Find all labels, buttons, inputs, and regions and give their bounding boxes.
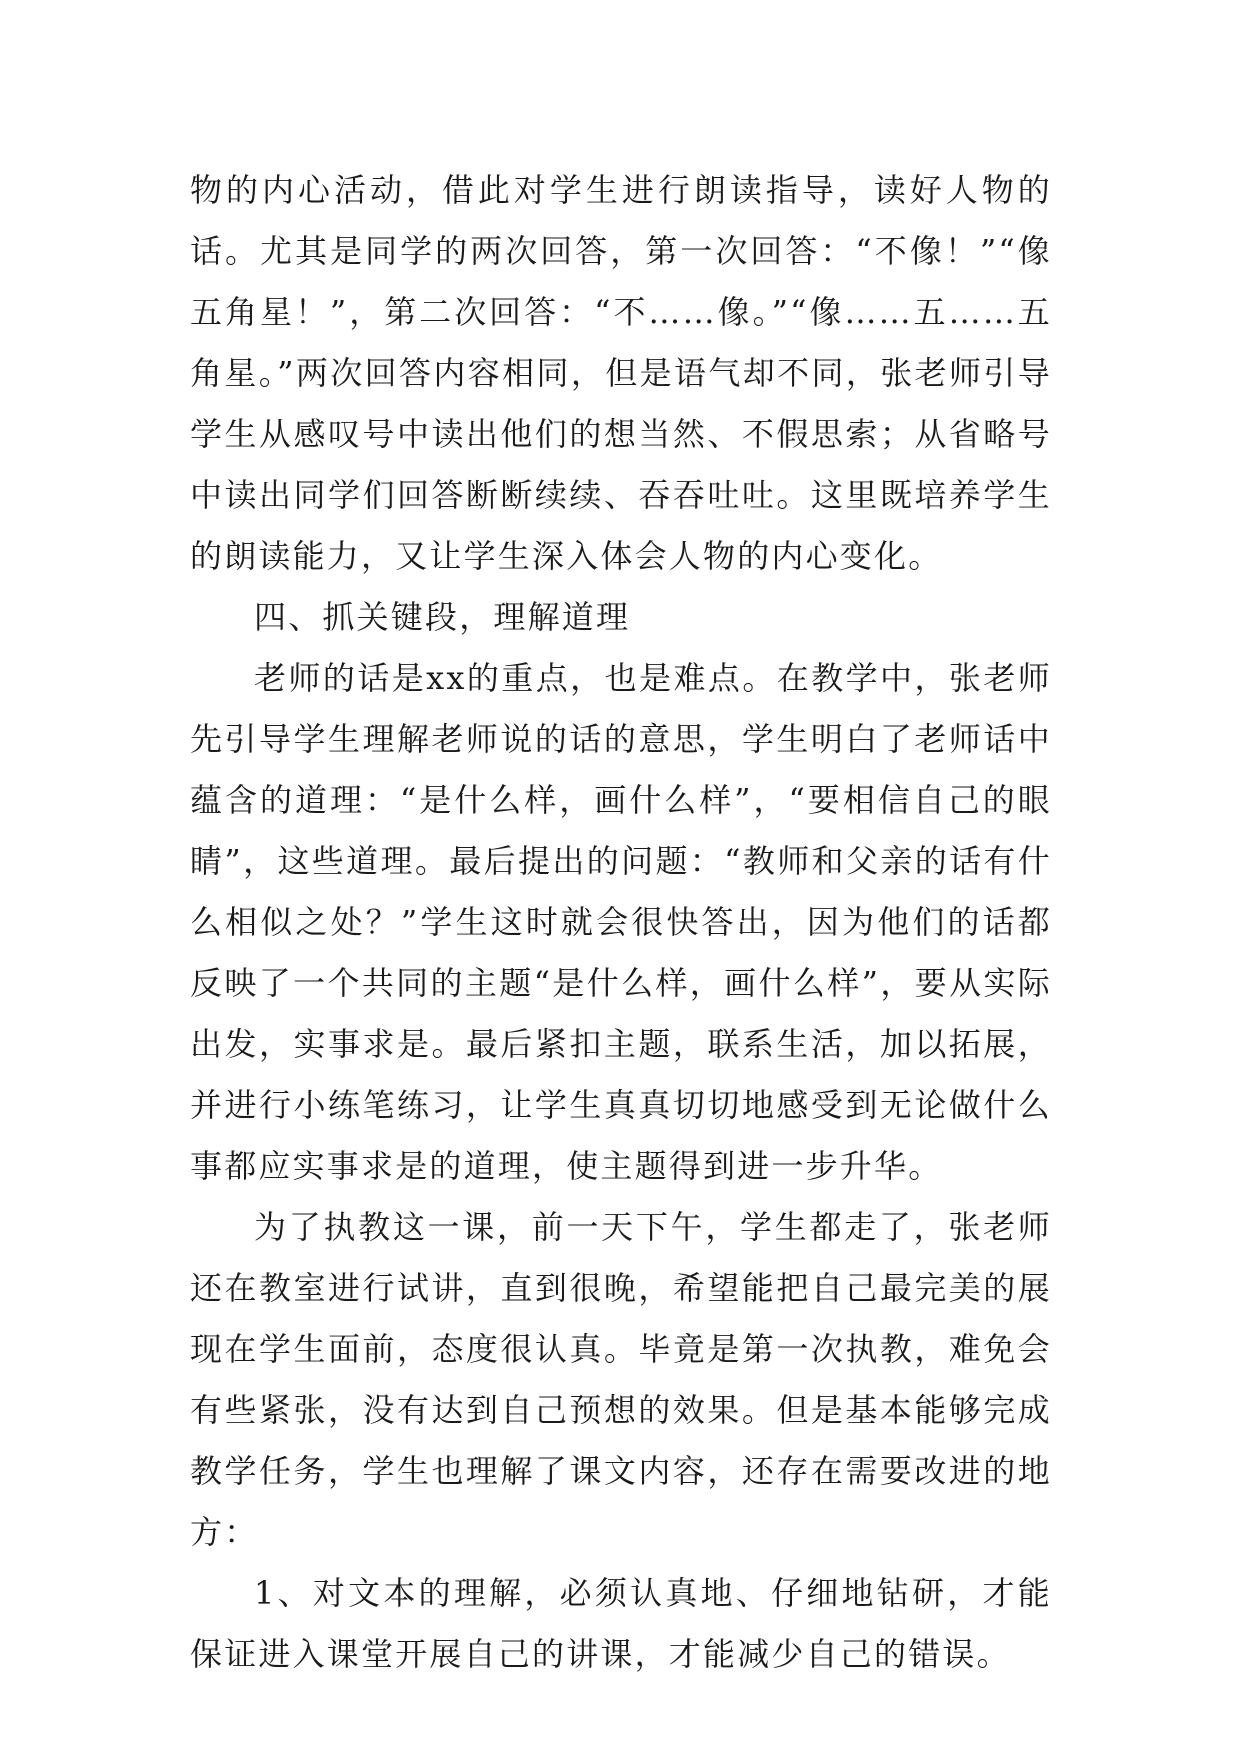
paragraph-teacher-words: 老师的话是xx的重点，也是难点。在教学中，张老师先引导学生理解老师说的话的意思，学生明白了老师话中蕴含的道理：“是什么样，画什么样”，“要相信自己的眼睛”，这些道理。最后提出的问题：“教师和父亲的话有什么相似之处？”学生这时就会很快答出，因为他们的话都反映了一个共同的主题“是什么样，画什么样”，要从实际出发，实事求是。最后紧扣主题，联系生活，加以拓展，并进行小练笔练习，让学生真真切切地感受到无论做什么事都应实事求是的道理，使主题得到进一步升华。 [190,659,1052,1185]
document-body [190,160,1052,1685]
paragraph-improvement-one: 1、对文本的理解，必须认真地、仔细地钻研，才能保证进入课堂开展自己的讲课，才能减少自己的错误。 [190,1574,1052,1673]
paragraph-preparation: 为了执教这一课，前一天下午，学生都走了，张老师还在教室进行试讲，直到很晚，希望能把自己最完美的展现在学生面前，态度很认真。毕竟是第一次执教，难免会有些紧张，没有达到自己预想的效果。但是基本能够完成教学任务，学生也理解了课文内容，还存在需要改进的地方： [190,1208,1052,1551]
paragraph-reading-guidance: 物的内心活动，借此对学生进行朗读指导，读好人物的话。尤其是同学的两次回答，第一次回答：“不像！”“像五角星！”，第二次回答：“不……像。”“像……五……五角星。”两次回答内容相同，但是语气却不同，张老师引导学生从感叹号中读出他们的想当然、不假思索；从省略号中读出同学们回答断断续续、吞吞吐吐。这里既培养学生的朗读能力，又让学生深入体会人物的内心变化。 [190,171,1052,575]
section-heading-four: 四、抓关键段，理解道理 [254,598,631,636]
